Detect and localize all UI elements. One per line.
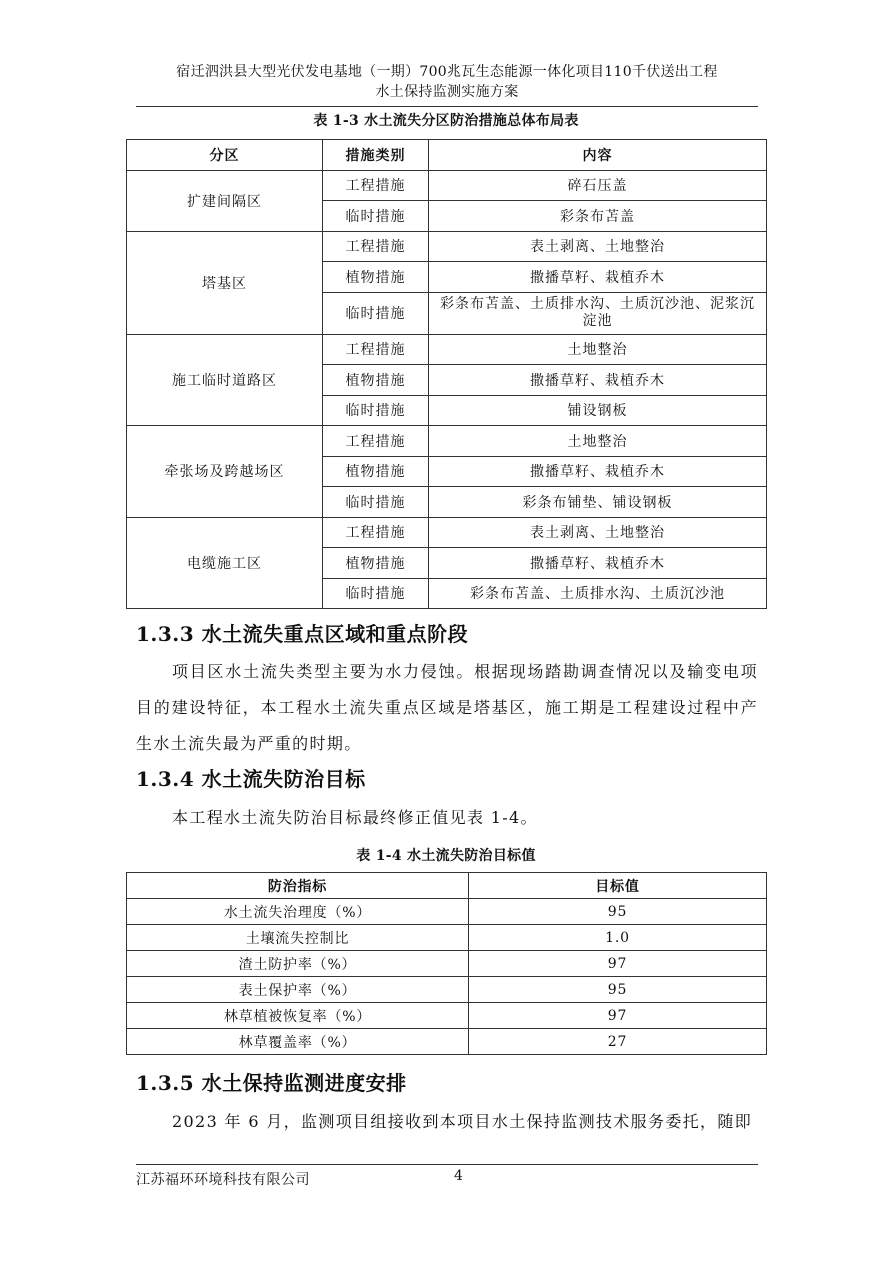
table-1-3: [126, 139, 767, 609]
category-cell: 临时措施: [323, 201, 429, 232]
section-1-3-5-body: [136, 1104, 758, 1140]
table-row: [127, 517, 767, 548]
content-cell: 彩条布铺垫、铺设钢板: [429, 487, 767, 518]
running-header-title: 宿迁泗洪县大型光伏发电基地（一期）700兆瓦生态能源一体化项目110千伏送出工程: [176, 64, 718, 80]
category-cell: 植物措施: [323, 548, 429, 579]
target-value-cell: 97: [469, 1003, 767, 1029]
zone-cell: 牵张场及跨越场区: [127, 426, 323, 518]
category-cell: 临时措施: [323, 292, 429, 334]
category-cell: 工程措施: [323, 426, 429, 457]
content-cell: 撒播草籽、栽植乔木: [429, 456, 767, 487]
content-cell: 土地整治: [429, 334, 767, 365]
indicator-cell: 渣土防护率（%）: [127, 951, 469, 977]
category-cell: 临时措施: [323, 395, 429, 426]
content-cell: 土地整治: [429, 426, 767, 457]
table-row: [127, 977, 767, 1003]
paragraph: 项目区水土流失类型主要为水力侵蚀。根据现场踏勘调查情况以及输变电项目的建设特征，本工程水土流失重点区域是塔基区，施工期是工程建设过程中产生水土流失最为严重的时期。: [136, 662, 758, 753]
zone-cell: 施工临时道路区: [127, 334, 323, 426]
zone-cell: 塔基区: [127, 231, 323, 334]
page-number: 4: [454, 1168, 463, 1184]
target-value-cell: 95: [469, 899, 767, 925]
content-cell: 撒播草籽、栽植乔木: [429, 548, 767, 579]
target-value-cell: 1.0: [469, 925, 767, 951]
table-header-cell: 分区: [127, 140, 323, 171]
table-1-3-caption: 表 1-3 水土流失分区防治措施总体布局表: [313, 113, 579, 129]
target-value-cell: 95: [469, 977, 767, 1003]
section-1-3-4-body: [136, 800, 758, 836]
table-row: [127, 334, 767, 365]
category-cell: 临时措施: [323, 487, 429, 518]
table-row: [127, 1003, 767, 1029]
indicator-cell: 表土保护率（%）: [127, 977, 469, 1003]
footer-company: 江苏福环环境科技有限公司: [136, 1172, 310, 1188]
table-row: [127, 426, 767, 457]
table-1-4-caption: 表 1-4 水土流失防治目标值: [356, 848, 536, 864]
table-header-cell: 内容: [429, 140, 767, 171]
running-header-subtitle: 水土保持监测实施方案: [375, 84, 519, 100]
header-divider: [136, 106, 758, 107]
section-1-3-3-body: [136, 654, 758, 762]
target-value-cell: 27: [469, 1029, 767, 1055]
target-value-cell: 97: [469, 951, 767, 977]
content-cell: 彩条布苫盖、土质排水沟、土质沉沙池、泥浆沉淀池: [429, 292, 767, 334]
category-cell: 植物措施: [323, 365, 429, 396]
section-heading-1-3-3: 1.3.3 水土流失重点区域和重点阶段: [136, 622, 469, 646]
table-row: [127, 899, 767, 925]
table-header-cell: 措施类别: [323, 140, 429, 171]
table-row: [127, 170, 767, 201]
table-header-cell: 防治指标: [127, 873, 469, 899]
category-cell: 植物措施: [323, 456, 429, 487]
content-cell: 铺设钢板: [429, 395, 767, 426]
content-cell: 表土剥离、土地整治: [429, 517, 767, 548]
category-cell: 工程措施: [323, 517, 429, 548]
content-cell: 撒播草籽、栽植乔木: [429, 262, 767, 293]
category-cell: 工程措施: [323, 334, 429, 365]
section-heading-1-3-5: 1.3.5 水土保持监测进度安排: [136, 1071, 407, 1095]
indicator-cell: 土壤流失控制比: [127, 925, 469, 951]
footer-divider: [136, 1164, 758, 1165]
table-row: [127, 925, 767, 951]
content-cell: 碎石压盖: [429, 170, 767, 201]
indicator-cell: 林草覆盖率（%）: [127, 1029, 469, 1055]
table-row: [127, 231, 767, 262]
zone-cell: 电缆施工区: [127, 517, 323, 609]
paragraph: 本工程水土流失防治目标最终修正值见表 1-4。: [172, 808, 538, 827]
table-row: [127, 951, 767, 977]
category-cell: 植物措施: [323, 262, 429, 293]
table-row: [127, 1029, 767, 1055]
paragraph: 2023 年 6 月，监测项目组接收到本项目水土保持监测技术服务委托，随即: [172, 1112, 753, 1131]
category-cell: 工程措施: [323, 170, 429, 201]
indicator-cell: 林草植被恢复率（%）: [127, 1003, 469, 1029]
content-cell: 撒播草籽、栽植乔木: [429, 365, 767, 396]
table-header-cell: 目标值: [469, 873, 767, 899]
section-heading-1-3-4: 1.3.4 水土流失防治目标: [136, 767, 366, 791]
category-cell: 临时措施: [323, 578, 429, 609]
table-1-4: [126, 872, 767, 1055]
content-cell: 彩条布苫盖、土质排水沟、土质沉沙池: [429, 578, 767, 609]
content-cell: 彩条布苫盖: [429, 201, 767, 232]
indicator-cell: 水土流失治理度（%）: [127, 899, 469, 925]
content-cell: 表土剥离、土地整治: [429, 231, 767, 262]
category-cell: 工程措施: [323, 231, 429, 262]
zone-cell: 扩建间隔区: [127, 170, 323, 231]
